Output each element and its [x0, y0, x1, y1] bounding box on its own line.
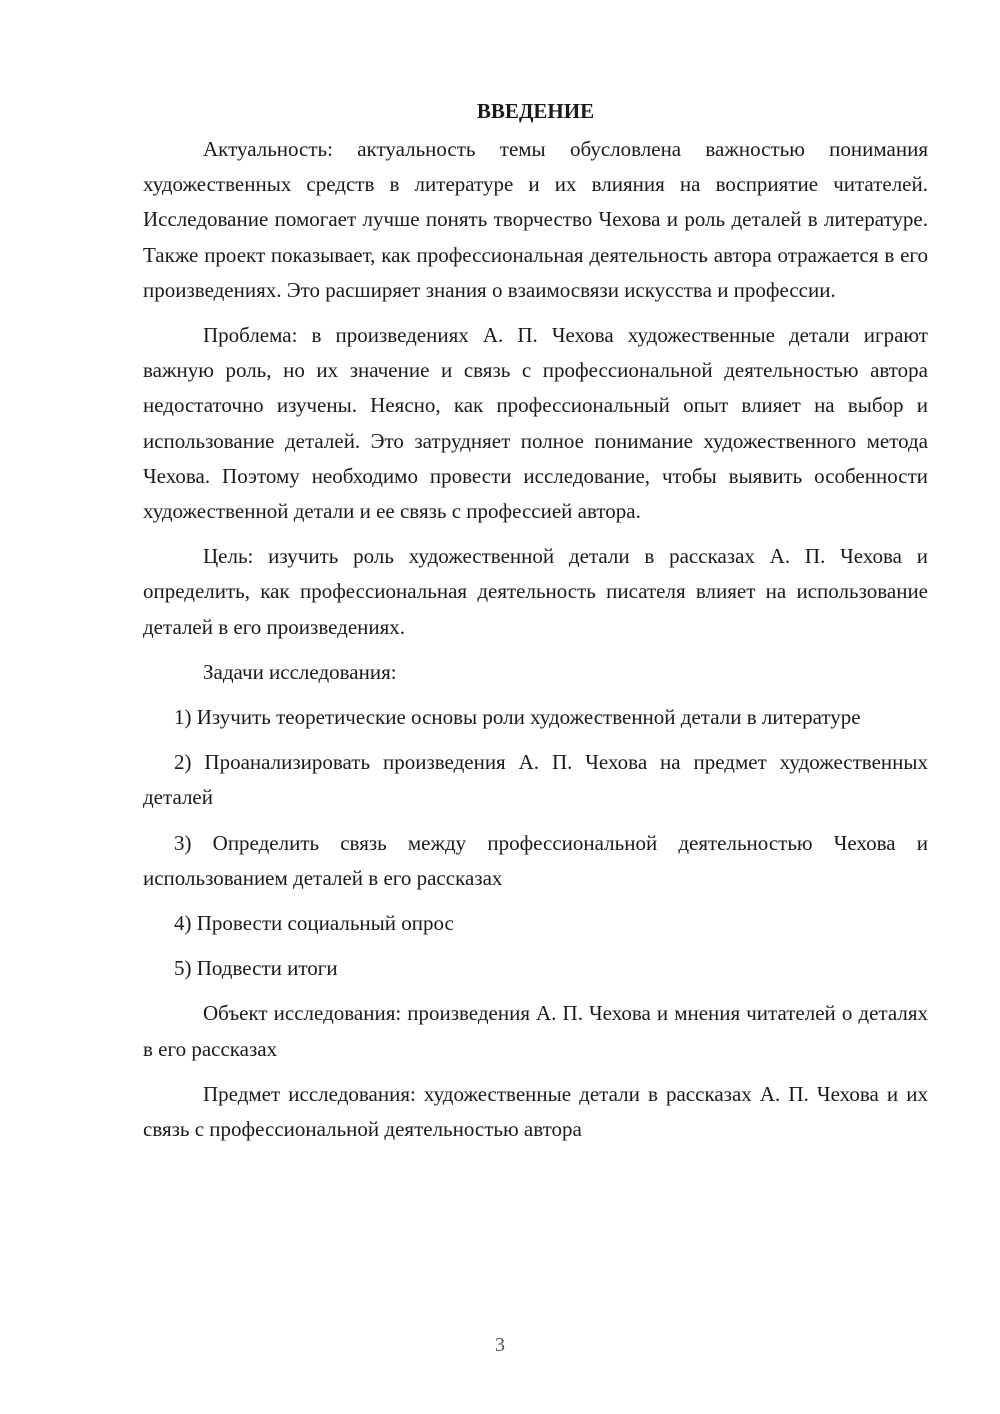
task-item: 2) Проанализировать произведения А. П. Чехова на предмет художественных деталей	[143, 750, 928, 810]
object-paragraph: Объект исследования: произведения А. П. Чехова и мнения читателей о деталях в его рассказах	[143, 1001, 928, 1061]
page-number: 3	[495, 1334, 505, 1356]
page-title: ВВЕДЕНИЕ	[476, 99, 595, 123]
task-item: 1) Изучить теоретические основы роли художественной детали в литературе	[174, 705, 861, 730]
task-item: 3) Определить связь между профессиональной деятельностью Чехова и использованием деталей в его рассказах	[143, 830, 928, 890]
problem-paragraph: Проблема: в произведениях А. П. Чехова художественные детали играют важную роль, но их значение и связь с профессиональной деятельностью автора недостаточно изучены. Неясно, как профессиональный опыт влияет на выбор и использование деталей. Это затрудняет полное понимание художественного метода Чехова. Поэтому необходимо провести исследование, чтобы выявить особенности художественной детали и ее связь с профессией автора.	[143, 323, 928, 524]
document-page	[143, 96, 928, 1147]
subject-paragraph: Предмет исследования: художественные детали в рассказах А. П. Чехова и их связь с профессиональной деятельностью автора	[143, 1081, 928, 1142]
relevance-paragraph: Актуальность: актуальность темы обусловлена важностью понимания художественных средств в литературе и их влияния на восприятие читателей. Исследование помогает лучше понять творчество Чехова и роль деталей в литературе. Также проект показывает, как профессиональная деятельность автора отражается в его произведениях. Это расширяет знания о взаимосвязи искусства и профессии.	[143, 137, 928, 302]
task-item: 4) Провести социальный опрос	[174, 911, 454, 936]
goal-paragraph: Цель: изучить роль художественной детали в рассказах А. П. Чехова и определить, как профессиональная деятельность писателя влияет на использование деталей в его произведениях.	[143, 544, 928, 639]
tasks-heading: Задачи исследования:	[203, 659, 397, 684]
task-item: 5) Подвести итоги	[174, 956, 338, 981]
